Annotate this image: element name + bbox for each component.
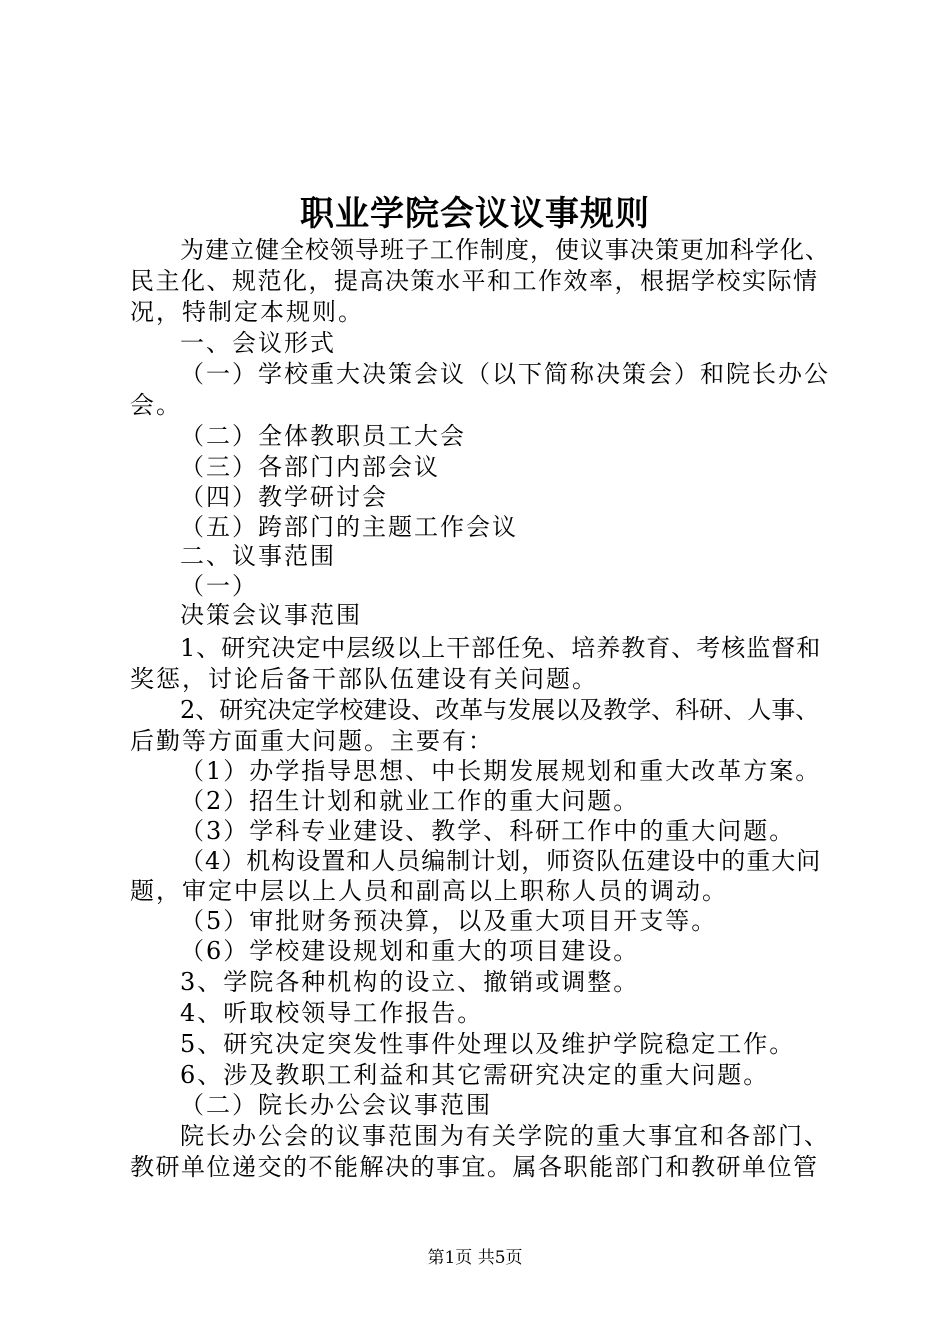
paragraph-line: 民主化、规范化，提高决策水平和工作效率，根据学校实际情: [130, 267, 819, 295]
paragraph-line: 题，审定中层以上人员和副高以上职称人员的调动。: [130, 877, 728, 905]
list-item: （3）学科专业建设、教学、科研工作中的重大问题。: [180, 817, 796, 845]
section-heading: 二、议事范围: [180, 542, 336, 570]
list-item: 4、听取校领导工作报告。: [180, 999, 484, 1027]
list-item: （三）各部门内部会议: [180, 453, 440, 481]
paragraph-line: 会。: [130, 391, 182, 419]
list-item: 3、学院各种机构的设立、撤销或调整。: [180, 968, 640, 996]
list-item: （四）教学研讨会: [180, 483, 388, 511]
list-item: （一）: [180, 572, 258, 600]
page-number: 第1页 共5页: [427, 1248, 523, 1268]
subsection-heading: 决策会议事范围: [180, 601, 362, 629]
list-item: 1、研究决定中层级以上干部任免、培养教育、考核监督和: [180, 634, 822, 662]
list-item: 6、涉及教职工利益和其它需研究决定的重大问题。: [180, 1061, 770, 1089]
list-item: （五）跨部门的主题工作会议: [180, 513, 518, 541]
paragraph-line: 奖惩，讨论后备干部队伍建设有关问题。: [130, 665, 598, 693]
list-item: （4）机构设置和人员编制计划，师资队伍建设中的重大问: [180, 847, 822, 875]
section-heading: 一、会议形式: [180, 329, 336, 357]
list-item: 2、研究决定学校建设、改革与发展以及教学、科研、人事、: [180, 696, 820, 724]
paragraph-line: 教研单位递交的不能解决的事宜。属各职能部门和教研单位管: [130, 1153, 819, 1181]
list-item: （6）学校建设规划和重大的项目建设。: [180, 937, 640, 965]
list-item: （2）招生计划和就业工作的重大问题。: [180, 787, 640, 815]
list-item: （二）全体教职员工大会: [180, 422, 466, 450]
list-item: （1）办学指导思想、中长期发展规划和重大改革方案。: [180, 757, 822, 785]
subsection-heading: （二）院长办公会议事范围: [180, 1091, 492, 1119]
paragraph-line: 院长办公会的议事范围为有关学院的重大事宜和各部门、: [180, 1122, 830, 1150]
paragraph-line: （一）学校重大决策会议（以下简称决策会）和院长办公: [180, 360, 830, 388]
paragraph-line: 为建立健全校领导班子工作制度，使议事决策更加科学化、: [180, 236, 830, 264]
paragraph-line: 后勤等方面重大问题。主要有：: [130, 727, 494, 755]
paragraph-line: 况，特制定本规则。: [130, 298, 364, 326]
list-item: （5）审批财务预决算，以及重大项目开支等。: [180, 907, 718, 935]
document-title: 职业学院会议议事规则: [300, 194, 650, 234]
list-item: 5、研究决定突发性事件处理以及维护学院稳定工作。: [180, 1030, 796, 1058]
